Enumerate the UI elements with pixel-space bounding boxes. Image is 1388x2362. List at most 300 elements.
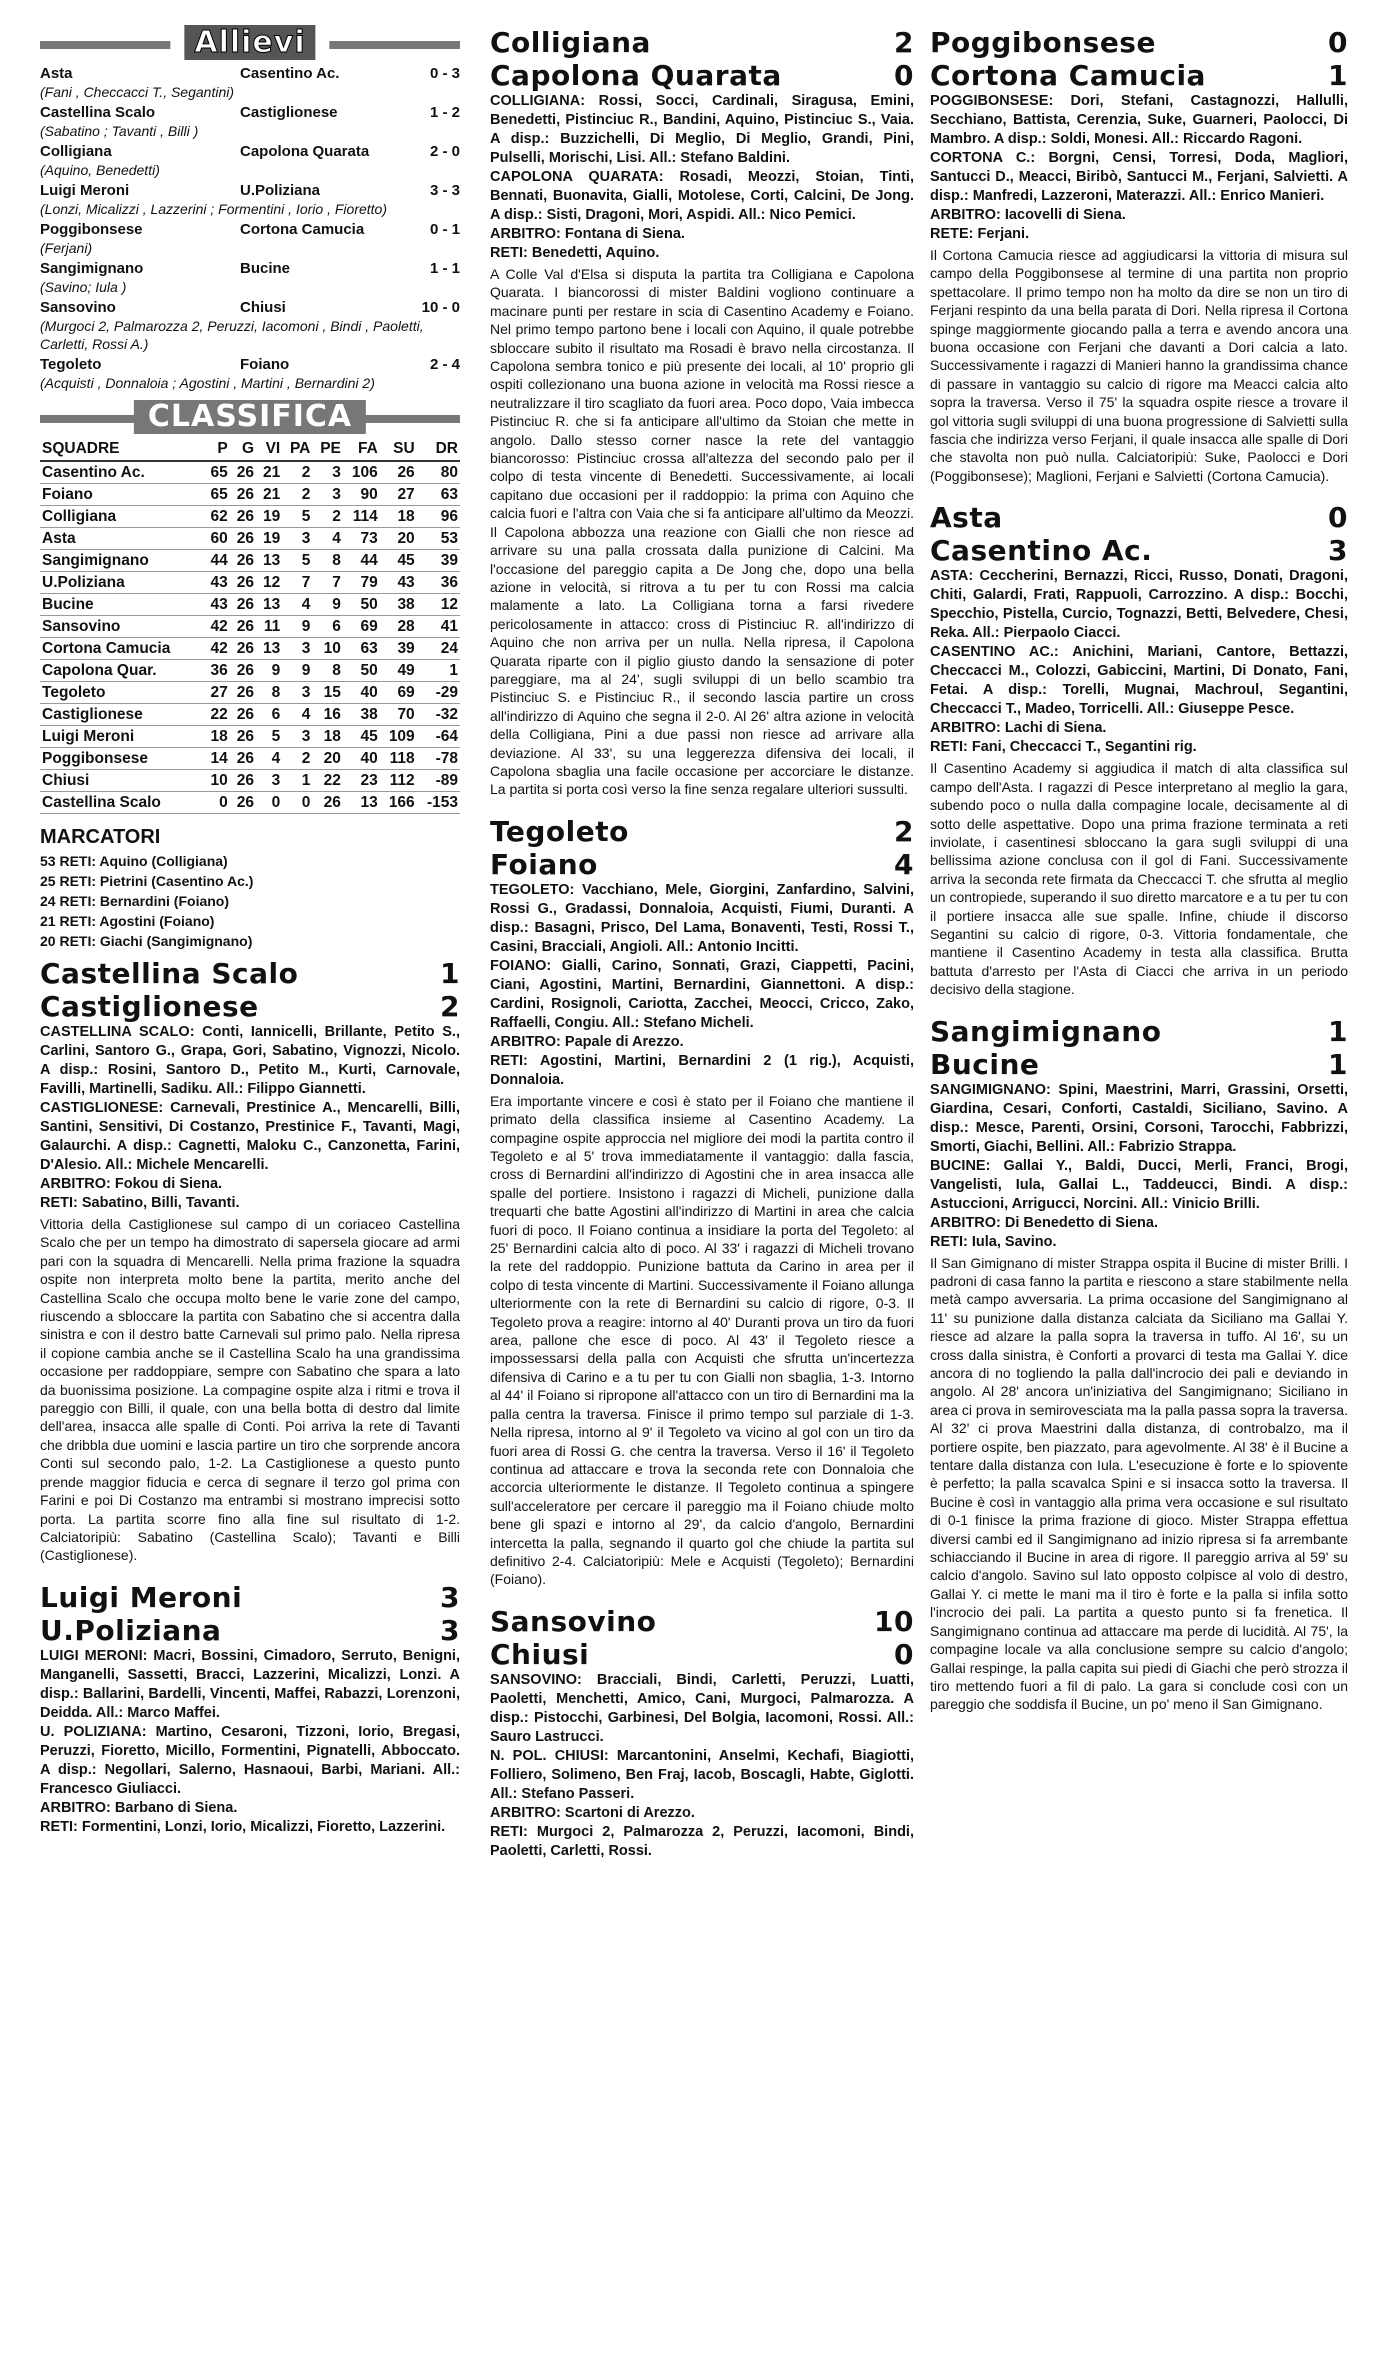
standings-team: Sangimignano xyxy=(40,550,204,572)
match-away-score: 0 xyxy=(894,59,914,92)
standings-cell: 12 xyxy=(256,572,282,594)
match-away-score: 3 xyxy=(1328,534,1348,568)
standings-team: Capolona Quar. xyxy=(40,660,204,682)
standings-table xyxy=(40,438,460,814)
match-away-team: U.Poliziana xyxy=(40,1613,222,1647)
standings-cell: 80 xyxy=(417,461,460,484)
standings-cell: 2 xyxy=(312,506,343,528)
result-scorers: (Murgoci 2, Palmarozza 2, Peruzzi, Iacomoni , Bindi , Paoletti, Carletti, Rossi A.) xyxy=(40,318,424,352)
match-lineup: ASTA: Ceccherini, Bernazzi, Ricci, Russo, Donati, Dragoni, Chiti, Galardi, Frati, Rappuoli, Carrozzino. A disp.: Bocchi, Specchio, Pistella, Curcio, Tognazzi, Betti, Belvedere, Chesi, Reka. All.: Pierpaolo Ciacci. xyxy=(930,568,1348,642)
result-row xyxy=(40,220,460,239)
match-away-team: Castiglionese xyxy=(40,990,259,1023)
match-home-score: 3 xyxy=(440,1580,460,1614)
match-away-row xyxy=(490,848,914,881)
match-lineup: CASENTINO AC.: Anichini, Mariani, Cantore, Bettazzi, Checcacci M., Colozzi, Gabiccini, Martini, Di Donato, Fani, Fetai. A disp.: Torelli, Mugnai, Machroul, Segantini, Checcacci T., Madeo, Torricelli. All.: Giuseppe Pesce. xyxy=(930,644,1348,718)
match-lineup: ARBITRO: Iacovelli di Siena. xyxy=(930,207,1126,223)
match-home-row xyxy=(930,1015,1348,1048)
standings-cell: 6 xyxy=(312,616,343,638)
match-lineup: RETI: Fani, Checcacci T., Segantini rig. xyxy=(930,739,1197,756)
standings-row xyxy=(40,638,460,660)
standings-team: Asta xyxy=(40,528,204,550)
standings-cell: -64 xyxy=(417,726,460,748)
standings-row xyxy=(40,594,460,616)
match-home-team: Sansovino xyxy=(490,1604,657,1638)
standings-cell: 42 xyxy=(204,616,230,638)
marcatore-item: 21 RETI: Agostini (Foiano) xyxy=(40,913,215,929)
match-away-row xyxy=(490,59,914,92)
standings-cell: 26 xyxy=(230,572,256,594)
standings-team: Luigi Meroni xyxy=(40,726,204,748)
standings-header-cell: P xyxy=(204,438,230,461)
match-away-team: Cortona Camucia xyxy=(930,59,1206,92)
standings-team: Tegoleto xyxy=(40,682,204,704)
standings-cell: 13 xyxy=(256,638,282,660)
spacer xyxy=(490,1589,914,1599)
result-scorers: (Savino; Iula ) xyxy=(40,279,127,295)
result-score: 1 - 1 xyxy=(429,260,460,277)
standings-cell: 39 xyxy=(380,638,417,660)
match-lineup: RETI: Iula, Savino. xyxy=(930,1233,1057,1250)
standings-cell: 41 xyxy=(417,616,460,638)
result-away: Castiglionese xyxy=(240,104,338,121)
standings-cell: 26 xyxy=(312,792,343,814)
standings-cell: 26 xyxy=(230,726,256,748)
standings-cell: 10 xyxy=(204,770,230,792)
result-home: Luigi Meroni xyxy=(40,182,130,199)
match-lineup: RETI: Murgoci 2, Palmarozza 2, Peruzzi, Iacomoni, Bindi, Paoletti, Carletti, Rossi. xyxy=(490,1823,914,1859)
standings-row xyxy=(40,660,460,682)
standings-cell: 0 xyxy=(256,792,282,814)
match-home-score: 2 xyxy=(894,814,914,848)
marcatore-item: 20 RETI: Giachi (Sangimignano) xyxy=(40,933,253,949)
standings-cell: 45 xyxy=(380,550,417,572)
match-home-team: Colligiana xyxy=(490,26,651,59)
result-scorers: (Aquino, Benedetti) xyxy=(40,162,160,178)
standings-cell: 19 xyxy=(256,506,282,528)
result-home: Asta xyxy=(40,65,73,82)
match-sangimignano xyxy=(930,1015,1348,1724)
match-lineup: RETI: Formentini, Lonzi, Iorio, Micalizzi, Fioretto, Lazzerini. xyxy=(40,1818,446,1835)
match-asta xyxy=(930,501,1348,1008)
standings-row xyxy=(40,748,460,770)
spacer xyxy=(930,999,1348,1009)
match-report: A Colle Val d'Elsa si disputa la partita tra Colligiana e Capolona Quarata. I biancorossi di mister Baldini vogliono continuare a macinare punti per restare in scia di Casentino Academy e Foiano. Nel primo tempo partono bene i locali con Aquino, il quale potrebbe sbloccare subito il risultato ma Rosadi è bravo nella circostanza. Il Capolona sembra tonico e più presente dei locali, al 10' proprio gli ospiti collezionano una buona azione in velocità ma Rossi riesce a neutralizzare il tiro scagliato da fuori area. Poco dopo, Vaia imbecca Pistinciuc R. che si fa anticipare all'ultimo da Stoian che mette in angolo. Dallo stesso corner nasce la rete del vantaggio biancorosso: Pistinciuc crossa all'altezza del secondo palo per il colpo di testa vincente di Benedetti. Successivamente, ai locali capitano due occasioni per il raddoppio: la prima con Aquino che calcia fuori e l'altra con Vaia che si fa anticipare all'ultimo da Meozzi. Il Capolona abbozza una reazione con Gialli che non riesce ad arrivare su una palla crossata dalla punizione di Calcini. Ma l'occasione del pareggio capita a De Jong che, dopo una bella azione in velocità, si ritrova a tu per tu con Rossi ma calcia malamente a lato. La Colligiana torna a farsi rivedere pericolosamente in attacco: cross di Pistinciuc R. all'indirizzo di Aquino che non arriva per un nulla. Nella ripresa, il Capolona Quarata riparte con il piglio giusto dando la sensazione di poter pareggiare, ma al 24', sugli sviluppi di un bello scambio tra Pistinciuc S. e Pistinciuc R., il secondo lascia partire un cross all'indirizzo di Aquino che segna il 2-0. Al 26' altra azione in velocità della Colligiana, Pini a due passi non riesce ad arrivare alla deviazione. Al 33', su una leggerezza difensiva dei locali, il Capolona sbaglia una facile occasione per accorciare le distanze. La partita si porta così verso la fine senza regalare ulteriori sussulti. xyxy=(490,266,914,798)
match-sansovino xyxy=(490,1605,914,1871)
standings-cell: 26 xyxy=(230,682,256,704)
standings-cell: 114 xyxy=(343,506,380,528)
standings-cell: 11 xyxy=(256,616,282,638)
match-away-score: 3 xyxy=(440,1613,460,1647)
standings-cell: 13 xyxy=(256,594,282,616)
standings-cell: 69 xyxy=(380,682,417,704)
standings-cell: 2 xyxy=(282,461,312,484)
match-away-row xyxy=(930,59,1348,92)
match-home-row xyxy=(490,815,914,848)
standings-cell: 0 xyxy=(204,792,230,814)
standings-cell: 2 xyxy=(282,748,312,770)
standings-cell: 112 xyxy=(380,770,417,792)
match-away-team: Casentino Ac. xyxy=(930,534,1153,568)
standings-row xyxy=(40,726,460,748)
standings-cell: 70 xyxy=(380,704,417,726)
standings-cell: -89 xyxy=(417,770,460,792)
match-report: Era importante vincere e così è stato per il Foiano che mantiene il primato della classifica insieme al Casentino Academy. La compagine ospite approccia nel migliore dei modi la partita contro il Tegoleto e al 5' trova immediatamente il vantaggio: dalla fascia, cross di Bernardini all'indirizzo di Agostini che in area insacca alle spalle del portiere. Insistono i ragazzi di Micheli, punizione dalla trequarti che batte Agostini all'indirizzo di Martini in area che calcia fuori di poco. Il Foiano continua a insidiare la porta del Tegoleto: al 25' Bernardini calcia alto di poco. Al 33' i ragazzi di Micheli trovano la rete del raddoppio. Punizione battuta da Carino in area per il colpo di testa vincente di Martini. Successivamente il Foiano allunga ulteriormente con la rete di Bernardini su calcio di rigore, 0-3. Il Tegoleto prova a reagire: intorno al 40' Duranti prova un tiro da fuori area, pallone che esce di poco. Al 43' il Tegoleto riesce a impossessarsi della palla con Acquisti che sfrutta un'incertezza difensiva di Carino e a tu per tu con Gialli non sbaglia, 1-3. Intorno al 44' il Foiano si ripropone all'attacco con un tiro di Bernardini ma la palla centra la traversa. Finisce il primo tempo sul parziale di 1-3. Nella ripresa, intorno al 9' il Tegoleto va vicino al gol con un tiro da fuori area di Rossi G. che centra la traversa. Verso il 16' il Tegoleto continua ad attaccare e trova la seconda rete con Donnaloia che accorcia ulteriormente le distanze. Il Tegoleto continua a spingere sull'acceleratore per cercare il pareggio ma il Foiano chiude molto bene gli spazi e intorno al 29', da calcio d'angolo, Bernardini intercetta la palla, segnando il quarto gol che chiude la partita sul definitivo 2-4. Calciatoripiù: Mele e Acquisti (Tegoleto); Bernardini (Foiano). xyxy=(490,1092,914,1588)
match-away-row xyxy=(930,534,1348,567)
match-lineup: N. POL. CHIUSI: Marcantonini, Anselmi, Kechafi, Biagiotti, Folliero, Solimeno, Ben Fraj, Iacob, Boscagli, Habte, Giglotti. All.: Stefano Passeri. xyxy=(490,1747,914,1802)
standings-cell: 8 xyxy=(256,682,282,704)
standings-header-row xyxy=(40,438,460,461)
result-home: Tegoleto xyxy=(40,356,102,373)
standings-cell: 7 xyxy=(312,572,343,594)
standings-cell: 44 xyxy=(343,550,380,572)
match-home-team: Tegoleto xyxy=(490,814,629,848)
result-score: 3 - 3 xyxy=(429,182,460,199)
standings-cell: 8 xyxy=(312,550,343,572)
result-score: 1 - 2 xyxy=(429,104,460,121)
marcatore-item: 24 RETI: Bernardini (Foiano) xyxy=(40,893,230,909)
result-scorers: (Fani , Checcacci T., Segantini) xyxy=(40,84,235,100)
standings-cell: 12 xyxy=(417,594,460,616)
standings-cell: 26 xyxy=(230,550,256,572)
standings-row xyxy=(40,616,460,638)
marcatore-item: 25 RETI: Pietrini (Casentino Ac.) xyxy=(40,873,254,889)
standings-cell: 9 xyxy=(282,660,312,682)
spacer xyxy=(490,799,914,809)
spacer xyxy=(930,1714,1348,1724)
standings-cell: 7 xyxy=(282,572,312,594)
standings-cell: 43 xyxy=(204,594,230,616)
standings-cell: -153 xyxy=(417,792,460,814)
match-lineup: TEGOLETO: Vacchiano, Mele, Giorgini, Zanfardino, Salvini, Rossi G., Gradassi, Donnaloia, Acquisti, Fiumi, Duranti. A disp.: Basagni, Prisco, Del Lama, Bonaventi, Testi, Rossi T., Casini, Bracciali, Angioli. All.: Antonio Incitti. xyxy=(490,881,914,955)
match-home-row xyxy=(930,501,1348,534)
standings-cell: 4 xyxy=(256,748,282,770)
result-score: 0 - 1 xyxy=(429,221,460,238)
spacer xyxy=(40,1837,460,1847)
match-report: Il Cortona Camucia riesce ad aggiudicarsi la vittoria di misura sul campo della Poggibonsese al termine di una partita non proprio spettacolare. Il primo tempo non ha molto da dire se non un tiro di Ferjani respinto da una bella parata di Dori. Nella ripresa il Cortona spinge maggiormente giocando palla a terra e avendo ancora una buona occasione con Ferjani che davanti a Dori calcia a lato. Successivamente i ragazzi di Manieri hanno la grandissima chance di passare in vantaggio su calcio di rigore ma Meacci calcia alto sopra la traversa. Verso il 75' la squadra ospite riesce a trovare il gol vittoria sugli sviluppi di una buona progressione di Salvietti sulla fascia che indirizza verso Ferjani, il quale insacca alle spalle di Dori che stavolta non può nulla. Calciatoripiù: Suke, Paolocci e Dori (Poggibonsese); Maglioni, Ferjani e Salvietti (Cortona Camucia). xyxy=(930,247,1348,484)
standings-cell: 5 xyxy=(282,550,312,572)
standings-cell: 26 xyxy=(230,528,256,550)
match-home-score: 10 xyxy=(874,1604,914,1638)
match-away-score: 1 xyxy=(1328,59,1348,92)
standings-cell: 13 xyxy=(256,550,282,572)
result-row xyxy=(40,64,460,83)
standings-cell: 65 xyxy=(204,461,230,484)
standings-cell: 49 xyxy=(380,660,417,682)
standings-cell: -32 xyxy=(417,704,460,726)
standings-cell: 26 xyxy=(230,506,256,528)
match-lineup: RETI: Agostini, Martini, Bernardini 2 (1 rig.), Acquisti, Donnaloia. xyxy=(490,1052,914,1088)
standings-cell: 9 xyxy=(282,616,312,638)
column-right xyxy=(930,20,1348,1724)
allievi-header xyxy=(40,25,460,60)
standings-cell: 40 xyxy=(343,682,380,704)
standings-cell: 4 xyxy=(312,528,343,550)
standings-cell: 90 xyxy=(343,484,380,506)
match-lineup: ARBITRO: Scartoni di Arezzo. xyxy=(490,1804,695,1821)
match-home-team: Sangimignano xyxy=(930,1014,1162,1048)
standings-cell: 3 xyxy=(312,484,343,506)
match-home-team: Castellina Scalo xyxy=(40,957,299,990)
standings-cell: 26 xyxy=(230,748,256,770)
standings-header-cell: PE xyxy=(312,438,343,461)
match-home-row xyxy=(490,1605,914,1638)
standings-cell: 42 xyxy=(204,638,230,660)
match-lineup: CAPOLONA QUARATA: Rosadi, Meozzi, Stoian, Tinti, Bennati, Buonavita, Gialli, Motolese, Corti, Calcini, De Jong. A disp.: Sisti, Dragoni, Mori, Aspidi. All.: Nico Pemici. xyxy=(490,169,914,223)
spacer xyxy=(930,485,1348,495)
match-lineup: BUCINE: Gallai Y., Baldi, Ducci, Merli, Franci, Brogi, Vangelisti, Iula, Gallai L., Taddeucci, Bindi. A disp.: Astuccioni, Arrigucci, Norcini. All.: Vinicio Brilli. xyxy=(930,1157,1348,1212)
standings-cell: 19 xyxy=(256,528,282,550)
match-away-team: Foiano xyxy=(490,847,598,881)
standings-cell: 79 xyxy=(343,572,380,594)
standings-cell: 3 xyxy=(282,726,312,748)
standings-cell: 22 xyxy=(312,770,343,792)
match-castellina xyxy=(40,957,460,1575)
match-away-score: 2 xyxy=(440,990,460,1023)
standings-cell: 21 xyxy=(256,461,282,484)
result-home: Castellina Scalo xyxy=(40,104,156,121)
standings-team: Castellina Scalo xyxy=(40,792,204,814)
standings-cell: 106 xyxy=(343,461,380,484)
result-home: Sangimignano xyxy=(40,260,144,277)
match-lineup: POGGIBONSESE: Dori, Stefani, Castagnozzi, Hallulli, Secchiano, Battista, Cerenzia, Suke, Guarneri, Paolocci, Di Mambro. A disp.: Soldi, Monesi. All.: Riccardo Ragoni. xyxy=(930,93,1348,147)
standings-cell: 26 xyxy=(230,594,256,616)
standings-row xyxy=(40,528,460,550)
standings-cell: 8 xyxy=(312,660,343,682)
standings-header-cell: G xyxy=(230,438,256,461)
standings-team: Cortona Camucia xyxy=(40,638,204,660)
match-lineup: RETI: Sabatino, Billi, Tavanti. xyxy=(40,1195,240,1211)
match-report: Il San Gimignano di mister Strappa ospita il Bucine di mister Brilli. I padroni di casa fanno la partita e riescono a stare stabilmente nella metà campo avversaria. La prima occasione del Sangimignano al 11' su punizione dalla distanza calciata da Siciliano ma Gallai Y. riesce ad alzare la palla sopra la traversa in tuffo. Al 16', su un cross dalla sinistra, è Conforti a provarci di testa ma Gallai Y. dice ancora di no togliendo la palla dall'incrocio dei pali e deviando in angolo. Al 28' ancora un'iniziativa del Sangimignano; Siciliano in area ci prova in semirovesciata ma la palla passa sopra la traversa. Al 32' ci prova Maestrini dalla distanza, di controbalzo, ma il portiere ospite, ben piazzato, para agevolmente. Al 38' è il Bucine a tentare dalla distanza con Iula. L'esecuzione è forte e lo spiovente è perfetto; la palla scavalca Spini e si insacca sotto la traversa. Il Bucine è così in vantaggio alla prima vera occasione e sul risultato di 0-1 finisce la prima frazione di gioco. Mister Strappa effettua diversi cambi ed il Sangimignano ad inizio ripresa si fa arrembante schiacciando il Bucine in area di rigore. Il pareggio arriva al 59' su calcio d'angolo. Savino sul lato opposto colpisce al volo di destro, Gallai Y. ci mette le mani ma il tiro è forte e la palla si infila sotto l'incrocio dei pali. La partita a questo punto si fa frenetica. Il Sangimignano continua ad attaccare ma perde di lucidità. Al 75', la compagine locale va alla conclusione sempre su calcio d'angolo; Gallai respinge, la palla capita sui piedi di Giachi che però strozza il tiro mettendo fuori a fil di palo. La gara si conclude così con un pareggio che soddisfa il Bucine, un po' meno il San Gimignano. xyxy=(930,1254,1348,1713)
result-away: Foiano xyxy=(240,356,290,373)
standings-cell: 27 xyxy=(204,682,230,704)
match-lineup: U. POLIZIANA: Martino, Cesaroni, Tizzoni, Iorio, Bregasi, Peruzzi, Fioretto, Micillo, Formentini, Pignatelli, Abboccato. A disp.: Negollari, Salerno, Hasnaoui, Barbi, Mariani. All.: Francesco Giuliacci. xyxy=(40,1723,460,1797)
allievi-title: Allievi xyxy=(184,25,315,60)
standings-cell: 26 xyxy=(230,638,256,660)
standings-cell: 1 xyxy=(417,660,460,682)
result-row xyxy=(40,103,460,122)
standings-cell: -78 xyxy=(417,748,460,770)
result-row xyxy=(40,181,460,200)
standings-cell: 36 xyxy=(204,660,230,682)
match-lineup: RETE: Ferjani. xyxy=(930,226,1030,242)
match-home-score: 2 xyxy=(894,26,914,59)
standings-row xyxy=(40,770,460,792)
result-away: Bucine xyxy=(240,260,291,277)
standings-cell: 63 xyxy=(343,638,380,660)
match-lineup: CORTONA C.: Borgni, Censi, Torresi, Doda, Magliori, Santucci D., Meacci, Biribò, Santucci M., Ferjani, Salvietti. A disp.: Manfredi, Lazzeroni, Materazzi. All.: Enrico Manieri. xyxy=(930,150,1348,204)
match-away-team: Bucine xyxy=(930,1047,1040,1081)
match-lineup: SANGIMIGNANO: Spini, Maestrini, Marri, Grassini, Orsetti, Giardina, Cesari, Conforti, Castaldi, Siciliano, Savino. A disp.: Mesce, Parenti, Orsini, Corsoni, Tarocchi, Fabbrizzi, Smorti, Giachi, Bellini. All.: Fabrizio Strappa. xyxy=(930,1081,1348,1155)
marcatore-item: 53 RETI: Aquino (Colligiana) xyxy=(40,853,228,869)
standings-cell: 5 xyxy=(282,506,312,528)
standings-row xyxy=(40,461,460,484)
standings-cell: 21 xyxy=(256,484,282,506)
result-scorers: (Acquisti , Donnaloia ; Agostini , Martini , Bernardini 2) xyxy=(40,375,375,391)
standings-row xyxy=(40,704,460,726)
standings-cell: 65 xyxy=(204,484,230,506)
standings-cell: 166 xyxy=(380,792,417,814)
standings-cell: 4 xyxy=(282,594,312,616)
standings-cell: 14 xyxy=(204,748,230,770)
standings-cell: 53 xyxy=(417,528,460,550)
results-list xyxy=(40,64,460,392)
result-away: Cortona Camucia xyxy=(240,221,365,238)
match-lineup: COLLIGIANA: Rossi, Socci, Cardinali, Siragusa, Emini, Benedetti, Pistinciuc R., Bandini, Aquino, Pistinciuc S., Vaia. A disp.: Buzzichelli, Di Meglio, Di Meglio, Grandi, Pini, Pulselli, Morischi, Lisi. All.: Stefano Baldini. xyxy=(490,93,914,166)
classifica-header xyxy=(40,399,460,434)
standings-cell: 40 xyxy=(343,748,380,770)
standings-team: Poggibonsese xyxy=(40,748,204,770)
standings-cell: 109 xyxy=(380,726,417,748)
standings-cell: 23 xyxy=(343,770,380,792)
standings-cell: 36 xyxy=(417,572,460,594)
result-scorers: (Sabatino ; Tavanti , Billi ) xyxy=(40,123,199,139)
marcatori-title: MARCATORI xyxy=(40,826,161,848)
match-home-row xyxy=(40,1581,460,1614)
standings-cell: 6 xyxy=(256,704,282,726)
standings-team: Chiusi xyxy=(40,770,204,792)
match-home-team: Luigi Meroni xyxy=(40,1580,243,1614)
match-lineup: CASTIGLIONESE: Carnevali, Prestinice A., Mencarelli, Billi, Santini, Sensitivi, Di Costanzo, Prestinice F., Tavanti, Magi, Galaurchi. A disp.: Cagnetti, Maloku C., Canzonetta, Farini, D'Alesio. All.: Michele Mencarelli. xyxy=(40,1100,460,1173)
standings-team: Castiglionese xyxy=(40,704,204,726)
standings-cell: 27 xyxy=(380,484,417,506)
standings-row xyxy=(40,572,460,594)
standings-cell: 28 xyxy=(380,616,417,638)
standings-header-cell: SQUADRE xyxy=(40,438,204,461)
standings-cell: 10 xyxy=(312,638,343,660)
standings-cell: 20 xyxy=(312,748,343,770)
result-row xyxy=(40,298,460,317)
match-lineup: ARBITRO: Papale di Arezzo. xyxy=(490,1033,684,1050)
standings-cell: 2 xyxy=(282,484,312,506)
standings-cell: 20 xyxy=(380,528,417,550)
standings-team: Foiano xyxy=(40,484,204,506)
standings-cell: 18 xyxy=(380,506,417,528)
standings-cell: 43 xyxy=(204,572,230,594)
standings-team: Colligiana xyxy=(40,506,204,528)
standings-cell: 26 xyxy=(230,461,256,484)
result-home: Poggibonsese xyxy=(40,221,143,238)
match-tegoleto xyxy=(490,815,914,1599)
result-scorers: (Lonzi, Micalizzi , Lazzerini ; Formentini , Iorio , Fioretto) xyxy=(40,201,387,217)
result-scorers: (Ferjani) xyxy=(40,240,93,256)
result-score: 2 - 0 xyxy=(429,143,460,160)
match-report: Vittoria della Castiglionese sul campo di un coriaceo Castellina Scalo che per un tempo ha dimostrato di sapersela giocare ad armi pari con la squadra di Mencarelli. Nella prima frazione la squadra ospite non interpreta molto bene la partita, merito anche del Castellina Scalo che occupa molto bene le varie zone del campo, riuscendo a sbloccare la partita con Sabatino che si accentra dalla sinistra e con il destro batte Carnevali sul primo palo. Nella ripresa il copione cambia anche se il Castellina Scalo ha una grandissima occasione per raddoppiare, sempre con Sabatino che spara a lato da buonissima posizione. La compagine ospite alza i ritmi e trova il pareggio con Billi, il quale, con una bella botta di destro dal limite dell'area, insacca alle spalle di Conti. Poi arriva la rete di Tavanti che dribbla due uomini e lascia partire un tiro che sorprende ancora Conti sul secondo palo, 1-2. La Castiglionese a questo punto prende maggior fiducia e cerca di segnare il terzo gol prima con Farini e poi Di Costanzo ma entrambi si mostrano imprecisi sotto porta. La partita scorre fino alla fine sul risultato di 1-2. Calciatoripiù: Sabatino (Castellina Scalo); Tavanti e Billi (Castiglionese). xyxy=(40,1216,460,1564)
match-home-row xyxy=(490,26,914,59)
standings-cell: 45 xyxy=(343,726,380,748)
standings-cell: 16 xyxy=(312,704,343,726)
match-lineup: ARBITRO: Di Benedetto di Siena. xyxy=(930,1214,1158,1231)
result-away: Chiusi xyxy=(240,299,286,316)
standings-cell: 0 xyxy=(282,792,312,814)
match-report: Il Casentino Academy si aggiudica il match di alta classifica sul campo dell'Asta. I ragazzi di Pesce interpretano al meglio la gara, subendo poco o nulla dalla compagine locale, decisamente al di sotto delle aspettative. Dopo una prima frazione terminata a reti inviolate, i casentinesi sbloccano la gara sugli sviluppi di una bellissima azione conclusa con il gol di Fani. Successivamente arriva la seconda rete firmata da Checcacci T. che sfrutta al meglio un contropiede, superando il suo diretto marcatore e a tu per tu con il portiere insacca alle sue spalle. Infine, chiude il discorso Segantini su calcio di rigore, 0-3. Vittoria fondamentale, che mantiene il Casentino Academy in testa alla classifica. Brutta battuta d'arresto per l'Asta di Ciacci che arriva in un periodo decisivo della stagione. xyxy=(930,760,1348,998)
standings-cell: 26 xyxy=(230,792,256,814)
standings-cell: 38 xyxy=(380,594,417,616)
standings-cell: 63 xyxy=(417,484,460,506)
spacer xyxy=(490,1861,914,1871)
match-away-row xyxy=(490,1638,914,1671)
standings-cell: 3 xyxy=(256,770,282,792)
match-lineup: FOIANO: Gialli, Carino, Sonnati, Grazi, Ciappetti, Pacini, Ciani, Agostini, Martini, Bernardini, Giannettoni. A disp.: Cardini, Rosignoli, Cariotta, Zacchei, Meocci, Cricco, Zako, Raffaelli, Congiu. All.: Stefano Micheli. xyxy=(490,957,914,1031)
result-score: 10 - 0 xyxy=(421,299,460,316)
standings-row xyxy=(40,506,460,528)
match-home-score: 1 xyxy=(440,957,460,990)
standings-team: Bucine xyxy=(40,594,204,616)
standings-header-cell: FA xyxy=(343,438,380,461)
standings-cell: 26 xyxy=(380,461,417,484)
result-row xyxy=(40,259,460,278)
match-lineup: LUIGI MERONI: Macri, Bossini, Cimadoro, Serruto, Benigni, Manganelli, Sassetti, Bracci, Lazzerini, Micalizzi, Lonzi. A disp.: Ballarini, Bardelli, Vincenti, Maffei, Rabazzi, Lorenzoni, Deidda. All.: Marco Maffei. xyxy=(40,1647,460,1721)
match-home-row xyxy=(930,26,1348,59)
standings-cell: 3 xyxy=(282,638,312,660)
result-row xyxy=(40,355,460,374)
standings-cell: 69 xyxy=(343,616,380,638)
standings-cell: 18 xyxy=(204,726,230,748)
result-home: Colligiana xyxy=(40,143,112,160)
match-away-score: 1 xyxy=(1328,1047,1348,1081)
standings-cell: 13 xyxy=(343,792,380,814)
match-home-score: 0 xyxy=(1328,501,1348,535)
standings-cell: 50 xyxy=(343,660,380,682)
standings-cell: 43 xyxy=(380,572,417,594)
match-away-score: 0 xyxy=(894,1637,914,1671)
standings-cell: 3 xyxy=(282,682,312,704)
classifica-title: CLASSIFICA xyxy=(134,400,366,434)
standings-cell: 62 xyxy=(204,506,230,528)
spacer xyxy=(40,1565,460,1575)
standings-cell: 26 xyxy=(230,770,256,792)
match-lineup: CASTELLINA SCALO: Conti, Iannicelli, Brillante, Petito S., Carlini, Santoro G., Grapa, Gori, Sabatino, Vignozzi, Nicolo. A disp.: Rosini, Santoro D., Petito M., Kurti, Carnovale, Favilli, Martinelli, Sadiku. All.: Filippo Giannetti. xyxy=(40,1024,460,1097)
standings-cell: 26 xyxy=(230,660,256,682)
match-home-team: Poggibonsese xyxy=(930,26,1156,59)
standings-cell: 38 xyxy=(343,704,380,726)
standings-cell: 4 xyxy=(282,704,312,726)
standings-header-cell: DR xyxy=(417,438,460,461)
match-colligiana xyxy=(490,26,914,809)
result-score: 0 - 3 xyxy=(429,65,460,82)
match-lineup: RETI: Benedetti, Aquino. xyxy=(490,245,660,261)
standings-cell: 3 xyxy=(312,461,343,484)
standings-cell: 24 xyxy=(417,638,460,660)
standings-cell: 3 xyxy=(282,528,312,550)
standings-header-cell: VI xyxy=(256,438,282,461)
standings-row xyxy=(40,484,460,506)
match-lineup: ARBITRO: Lachi di Siena. xyxy=(930,720,1107,737)
standings-row xyxy=(40,682,460,704)
match-away-score: 4 xyxy=(894,847,914,881)
match-home-score: 0 xyxy=(1328,26,1348,59)
marcatori-list xyxy=(40,851,460,951)
match-away-row xyxy=(40,990,460,1023)
standings-cell: 26 xyxy=(230,704,256,726)
standings-row xyxy=(40,550,460,572)
standings-cell: 18 xyxy=(312,726,343,748)
match-lineup: SANSOVINO: Bracciali, Bindi, Carletti, Peruzzi, Luatti, Paoletti, Menchetti, Amico, Cani, Murgoci, Palmarozza. A disp.: Pistocchi, Garbinesi, Del Bolgia, Iacomoni, Rossi. All.: Sauro Lastrucci. xyxy=(490,1671,914,1745)
result-away: U.Poliziana xyxy=(240,182,321,199)
result-home: Sansovino xyxy=(40,299,116,316)
match-lineup: ARBITRO: Fontana di Siena. xyxy=(490,226,685,242)
column-left xyxy=(40,20,460,1847)
standings-cell: -29 xyxy=(417,682,460,704)
standings-cell: 50 xyxy=(343,594,380,616)
result-away: Capolona Quarata xyxy=(240,143,370,160)
standings-header-cell: PA xyxy=(282,438,312,461)
match-home-score: 1 xyxy=(1328,1014,1348,1048)
match-home-row xyxy=(40,957,460,990)
result-row xyxy=(40,142,460,161)
standings-cell: 44 xyxy=(204,550,230,572)
match-meroni xyxy=(40,1581,460,1847)
standings-team: U.Poliziana xyxy=(40,572,204,594)
